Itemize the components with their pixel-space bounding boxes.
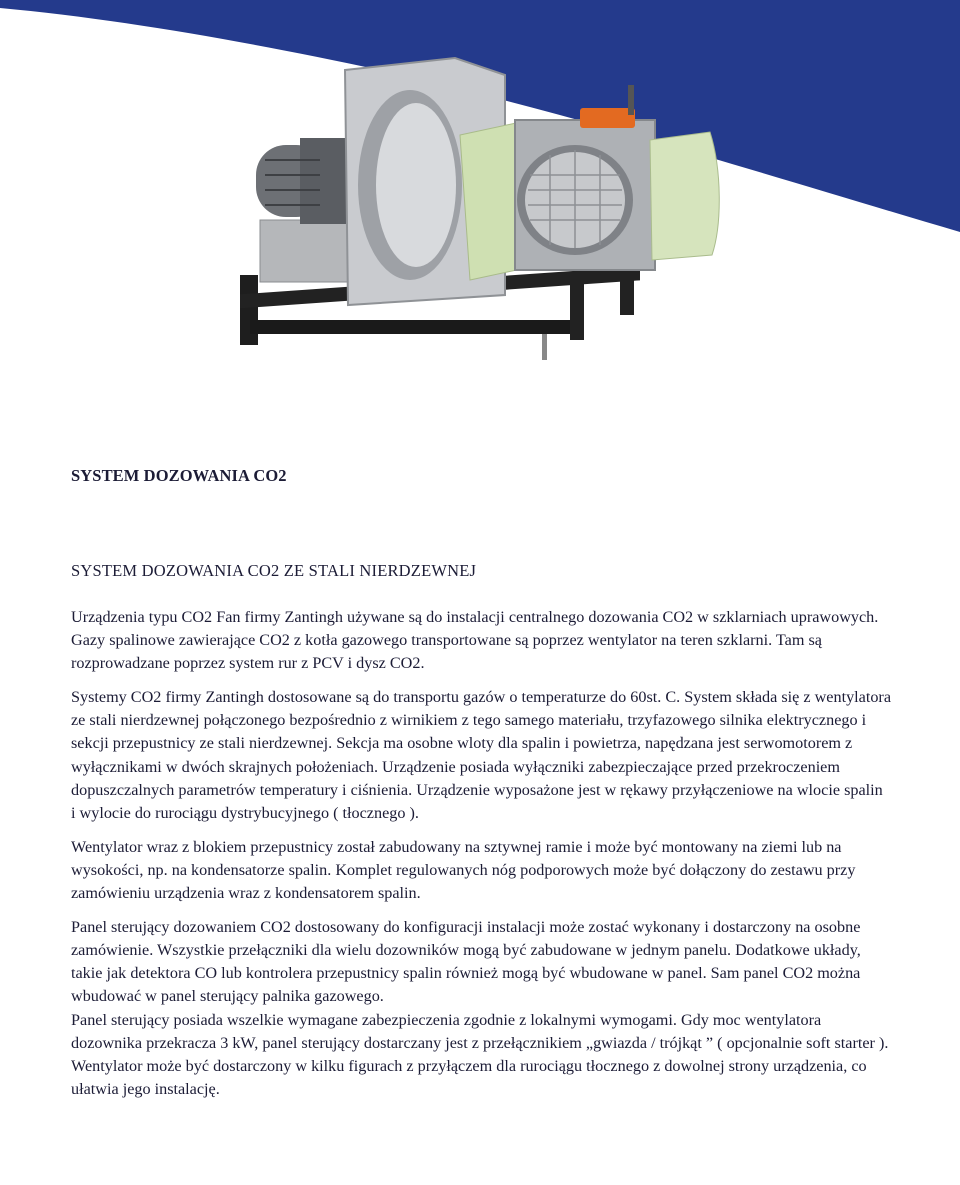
paragraph-system: Systemy CO2 firmy Zantingh dostosowane są do transportu gazów o temperaturze do 60st. C. System składa się z wentylatora ze stali nierdzewnej połączonego bezpośrednio z wirnikiem z tego samego materiału, trzyfazowego silnika elektrycznego i sekcji przepustnicy ze stali nierdzewnej. Sekcja ma osobne wloty dla spalin i powietrza, napędzana jest serwomotorem z wyłącznikami w dwóch skrajnych położeniach. Urządzenie posiada wyłączniki zabezpieczające przed przekroczeniem dopuszczalnych parametrów temperatury i ciśnienia. Urządzenie wyposażone jest w rękawy przyłączeniowe na wlocie spalin i wylocie do rurociągu dystrybucyjnego ( tłocznego ). xyxy=(71,688,892,822)
document-title: SYSTEM DOZOWANIA CO2 xyxy=(71,466,287,485)
document-subtitle: SYSTEM DOZOWANIA CO2 ZE STALI NIERDZEWNEJ xyxy=(71,561,477,580)
product-image xyxy=(230,50,730,370)
paragraph-intro: Urządzenia typu CO2 Fan firmy Zantingh używane są do instalacji centralnego dozowania CO2 w szklarniach uprawowych. Gazy spalinowe zawierające CO2 z kotła gazowego transportowane są poprzez wentylator na teren szklarni. Tam są rozprowadzane poprzez system rur z PCV i dysz CO2. xyxy=(71,608,879,673)
paragraph-panel: Panel sterujący dozowaniem CO2 dostosowany do konfiguracji instalacji może zostać wykonany i dostarczony na osobne zamówienie. Wszystkie przełączniki dla wielu dozowników mogą być zabudowane w jednym panelu. Dodatkowe układy, takie jak detektora CO lub kontrolera przepustnicy spalin również mogą być wbudowane w panel. Sam panel CO2 można wbudować w panel sterujący palnika gazowego. xyxy=(71,918,861,1006)
paragraph-frame: Wentylator wraz z blokiem przepustnicy został zabudowany na sztywnej ramie i może być montowany na ziemi lub na wysokości, np. na kondensatorze spalin. Komplet regulowanych nóg podporowych może być dołączony do zestawu przy zamówieniu urządzenia wraz z kondensatorem spalin. xyxy=(71,837,856,903)
document-body xyxy=(71,606,891,1101)
paragraph-safety: Panel sterujący posiada wszelkie wymagane zabezpieczenia zgodnie z lokalnymi wymogami. Gdy moc wentylatora dozownika przekracza 3 kW, panel sterujący dostarczany jest z przełącznikiem „gwiazda / trójkąt ” ( opcjonalnie soft starter ). Wentylator może być dostarczony w kilku figurach z przyłączem dla rurociągu tłocznego z dowolnej strony urządzenia, co ułatwia jego instalację. xyxy=(71,1010,889,1098)
